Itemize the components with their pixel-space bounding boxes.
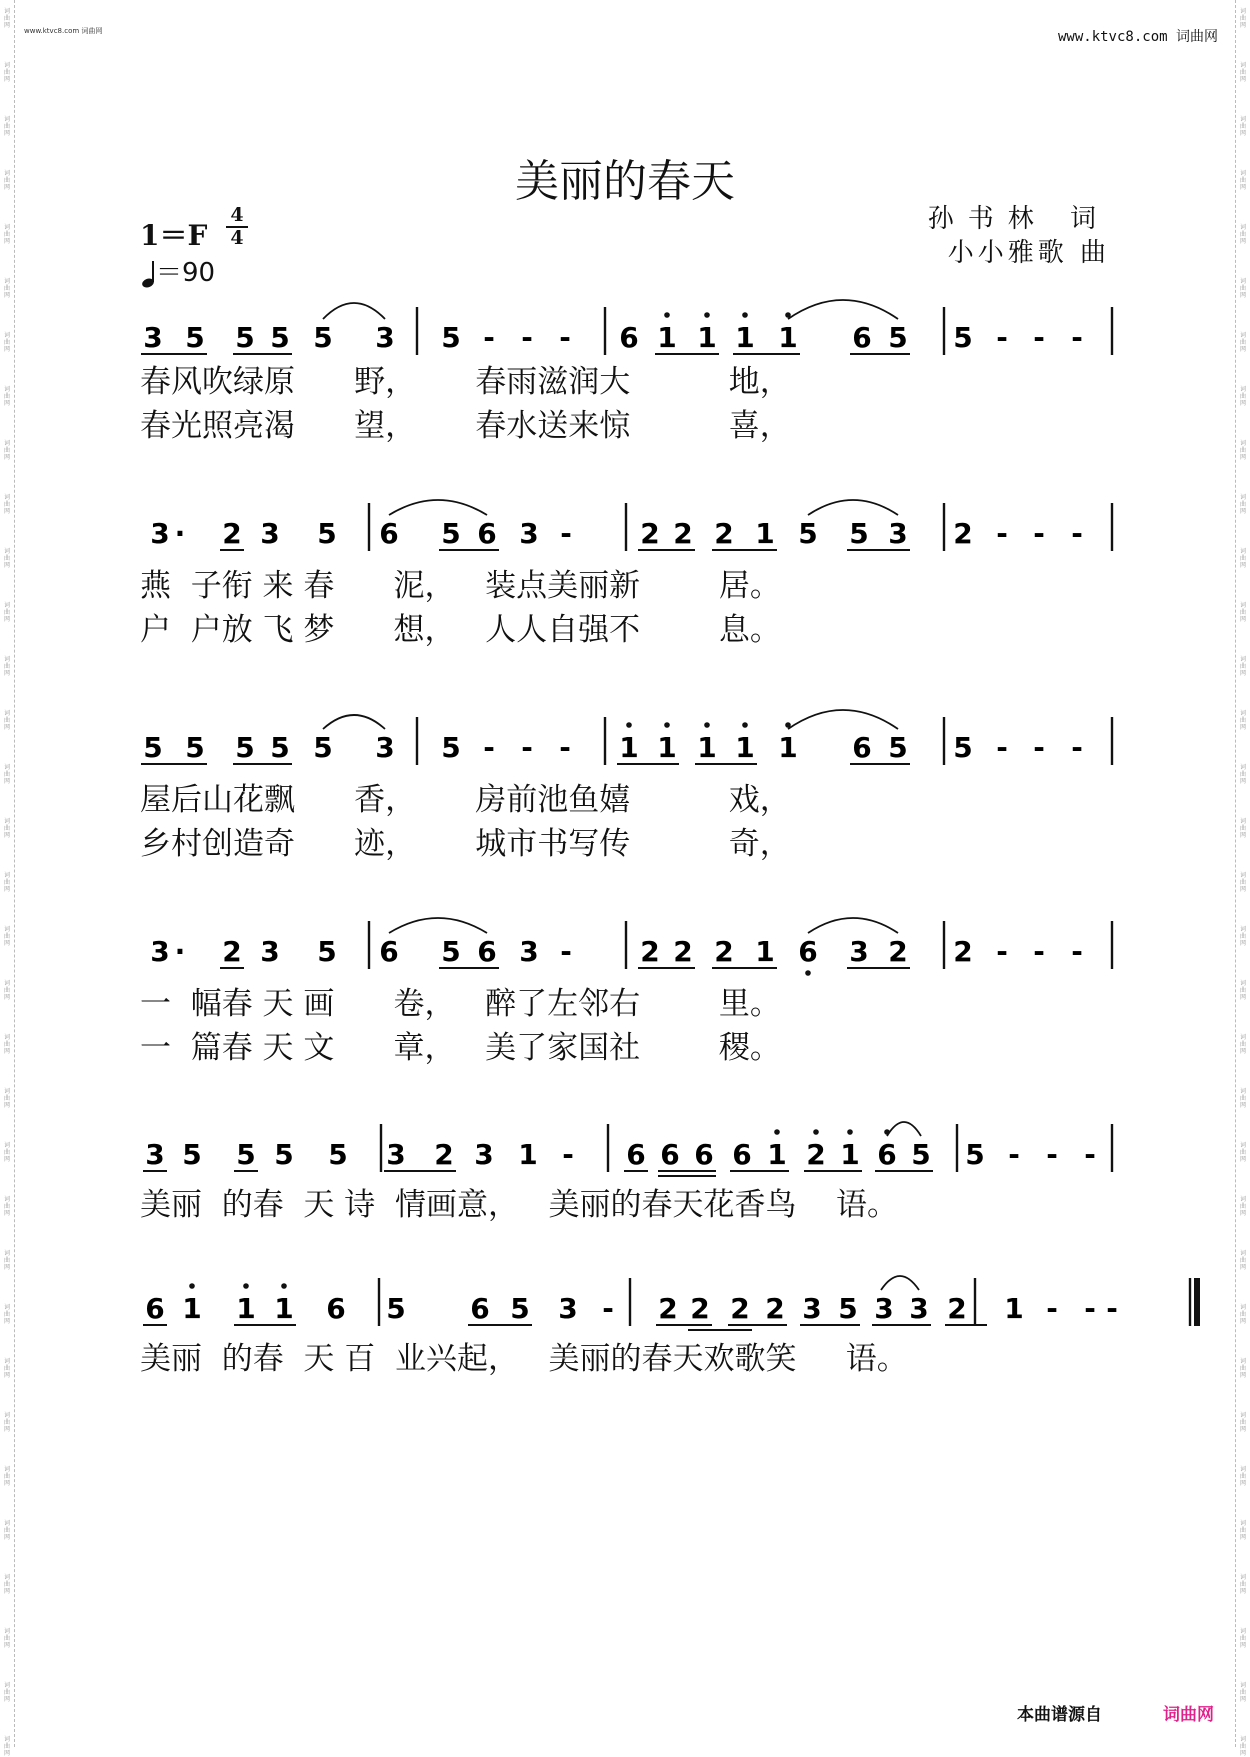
composer-credit: 小小雅歌 曲 (947, 238, 1110, 268)
edge-watermark-text: 词 曲 网 (3, 440, 10, 461)
note-number: 5 (143, 731, 163, 764)
tie-slur (881, 1276, 919, 1290)
note-number: 5 (386, 1292, 406, 1325)
octave-high-dot (847, 1129, 853, 1135)
tie-slur (389, 500, 487, 515)
note-number: 5 (317, 517, 337, 550)
edge-watermark-text: 词 曲 网 (1239, 656, 1246, 677)
tempo-value: ＝90 (156, 258, 216, 288)
note-number: 5 (274, 1138, 294, 1171)
note-number: 5 (236, 1138, 256, 1171)
dash-mark: - (1046, 1138, 1058, 1171)
edge-watermark-text: 词 曲 网 (1239, 1574, 1246, 1595)
edge-watermark-text: 词 曲 网 (3, 710, 10, 731)
octave-high-dot (813, 1129, 819, 1135)
dash-mark: - (1033, 517, 1045, 550)
lyric-line: 美丽 的春 天 诗 情画意， 美丽的春天花香鸟 语。 (140, 1187, 898, 1223)
note-number: 5 (185, 321, 205, 354)
edge-watermark-text: 词 曲 网 (3, 224, 10, 245)
note-number: 1 (778, 731, 798, 764)
dash-mark: - (602, 1292, 614, 1325)
note-number: 3 (874, 1292, 894, 1325)
dash-mark: - (1106, 1292, 1118, 1325)
edge-watermark-text: 词 曲 网 (3, 116, 10, 137)
edge-watermark-text: 词 曲 网 (3, 602, 10, 623)
note-number: 5 (441, 731, 461, 764)
note-number: 3 (519, 517, 539, 550)
note-number: 3 (145, 1138, 165, 1171)
dash-mark: - (562, 1138, 574, 1171)
note-number: 2 (690, 1292, 710, 1325)
tie-slur (887, 1122, 921, 1136)
note-number: 6 (477, 935, 497, 968)
note-number: 3 (386, 1138, 406, 1171)
edge-watermark-text: 词 曲 网 (1239, 1358, 1246, 1379)
note-number: 2 (888, 935, 908, 968)
octave-high-dot (704, 722, 710, 728)
note-number: 1 (619, 731, 639, 764)
dash-mark: - (559, 321, 571, 354)
source-label: 本曲谱源自 (1017, 1705, 1102, 1725)
note-number: 1 (657, 731, 677, 764)
edge-watermark-text: 词 曲 网 (3, 1466, 10, 1487)
edge-watermark-text: 词 曲 网 (1239, 872, 1246, 893)
octave-high-dot (742, 312, 748, 318)
note-number: 5 (441, 935, 461, 968)
note-number: 5 (235, 321, 255, 354)
edge-watermark-text: 词 曲 网 (1239, 1304, 1246, 1325)
note-number: 6 (619, 321, 639, 354)
tie-slur (389, 918, 487, 933)
note-number: 5 (317, 935, 337, 968)
note-number: 5 (182, 1138, 202, 1171)
edge-watermark-text: 词 曲 网 (3, 926, 10, 947)
note-number: 6 (852, 731, 872, 764)
note-number: 1 (735, 321, 755, 354)
note-number: 2 (953, 517, 973, 550)
note-number: 3 (849, 935, 869, 968)
dash-mark: - (1084, 1138, 1096, 1171)
note-number: 1 (755, 517, 775, 550)
dash-mark: - (560, 517, 572, 550)
note-number: 6 (477, 517, 497, 550)
edge-watermark-text: 词 曲 网 (3, 872, 10, 893)
note-number: 5 (270, 731, 290, 764)
octave-high-dot (664, 312, 670, 318)
edge-watermark-text: 词 曲 网 (1239, 224, 1246, 245)
note-number: 3 (474, 1138, 494, 1171)
note-number: 5 (441, 517, 461, 550)
octave-high-dot (664, 722, 670, 728)
octave-high-dot (774, 1129, 780, 1135)
lyric-line: 户 户放 飞 梦 想， 人人自强不 息。 (140, 612, 781, 648)
note-number: 1 (767, 1138, 787, 1171)
note-number: 3 (260, 517, 280, 550)
edge-watermark-text: 词 曲 网 (3, 1142, 10, 1163)
note-number: 5 (798, 517, 818, 550)
note-number: 2 (434, 1138, 454, 1171)
note-number: 2 (806, 1138, 826, 1171)
note-number: 5 (313, 731, 333, 764)
lyric-line: 春光照亮渴 望， 春水送来惊 喜， (140, 408, 791, 444)
note-number: 1 (735, 731, 755, 764)
octave-high-dot (704, 312, 710, 318)
edge-watermark-text: 词 曲 网 (3, 386, 10, 407)
note-number: 2 (640, 935, 660, 968)
edge-watermark-text: 词 曲 网 (3, 1088, 10, 1109)
edge-watermark-text: 词 曲 网 (1239, 1034, 1246, 1055)
note-number: 2 (953, 935, 973, 968)
dash-mark: - (996, 935, 1008, 968)
note-number: 2 (947, 1292, 967, 1325)
note-number: 5 (888, 321, 908, 354)
edge-watermark-text: 词 曲 网 (1239, 1520, 1246, 1541)
lyric-line: 乡村创造奇 迹， 城市书写传 奇， (140, 826, 791, 862)
tie-slur (788, 300, 898, 319)
note-number: 2 (765, 1292, 785, 1325)
dash-mark: - (1071, 517, 1083, 550)
note-number: 3 (519, 935, 539, 968)
key-signature: 1＝F (140, 219, 208, 252)
edge-watermark-text: 词 曲 网 (1239, 1628, 1246, 1649)
note-number: 3 (375, 321, 395, 354)
note-number: 2 (730, 1292, 750, 1325)
note-number: 3 (260, 935, 280, 968)
edge-watermark-text: 词 曲 网 (3, 1034, 10, 1055)
note-number: 5 (965, 1138, 985, 1171)
note-number: 6 (626, 1138, 646, 1171)
note-number: 1 (697, 321, 717, 354)
edge-watermark-text: 词 曲 网 (1239, 1088, 1246, 1109)
edge-watermark-text: 词 曲 网 (1239, 332, 1246, 353)
edge-watermark-text: 词 曲 网 (3, 1250, 10, 1271)
dash-mark: - (996, 517, 1008, 550)
edge-watermark-text: 词 曲 网 (1239, 440, 1246, 461)
note-number: 1 (274, 1292, 294, 1325)
dash-mark: - (1046, 1292, 1058, 1325)
dash-mark: - (1084, 1292, 1096, 1325)
note-number: 3 (143, 321, 163, 354)
edge-watermark-text: 词 曲 网 (3, 332, 10, 353)
note-number: 5 (838, 1292, 858, 1325)
edge-watermark-text: 词 曲 网 (3, 1196, 10, 1217)
tie-slur (788, 710, 898, 729)
tie-slur (808, 500, 898, 515)
note-number: 2 (714, 935, 734, 968)
lyricist-credit: 孙书林 词 (927, 204, 1110, 234)
dash-mark: - (1071, 321, 1083, 354)
note-number: 6 (877, 1138, 897, 1171)
edge-watermark-text: 词 曲 网 (1239, 1412, 1246, 1433)
edge-watermark-text: 词 曲 网 (3, 1574, 10, 1595)
note-number: 6 (732, 1138, 752, 1171)
edge-watermark-text: 词 曲 网 (1239, 8, 1246, 29)
note-number: 6 (326, 1292, 346, 1325)
edge-watermark-text: 词 曲 网 (1239, 278, 1246, 299)
note-number: 5 (888, 731, 908, 764)
note-number: 2 (222, 517, 242, 550)
octave-low-dot (805, 970, 811, 976)
note-number: 1 (778, 321, 798, 354)
note-number: 5 (270, 321, 290, 354)
dash-mark: - (560, 935, 572, 968)
note-number: 6 (852, 321, 872, 354)
augmentation-dot: · (174, 517, 186, 550)
edge-watermark-text: 词 曲 网 (1239, 548, 1246, 569)
note-number: 6 (379, 517, 399, 550)
dash-mark: - (1033, 321, 1045, 354)
octave-high-dot (626, 722, 632, 728)
edge-watermark-text: 词 曲 网 (1239, 1736, 1246, 1757)
note-number: 1 (518, 1138, 538, 1171)
dash-mark: - (1033, 731, 1045, 764)
edge-watermark-text: 词 曲 网 (3, 764, 10, 785)
note-number: 5 (328, 1138, 348, 1171)
lyric-line: 一 幅春 天 画 卷， 醉了左邻右 里。 (140, 986, 781, 1022)
octave-high-dot (243, 1283, 249, 1289)
tie-slur (323, 303, 385, 319)
note-number: 2 (658, 1292, 678, 1325)
edge-watermark-text: 词 曲 网 (1239, 494, 1246, 515)
note-number: 1 (697, 731, 717, 764)
note-number: 2 (714, 517, 734, 550)
edge-watermark-text: 词 曲 网 (3, 980, 10, 1001)
edge-watermark-text: 词 曲 网 (1239, 386, 1246, 407)
note-number: 6 (145, 1292, 165, 1325)
note-number: 1 (182, 1292, 202, 1325)
dash-mark: - (483, 731, 495, 764)
augmentation-dot: · (174, 935, 186, 968)
edge-watermark-text: 词 曲 网 (1239, 1466, 1246, 1487)
dash-mark: - (996, 321, 1008, 354)
note-number: 5 (911, 1138, 931, 1171)
note-number: 3 (150, 517, 170, 550)
note-number: 3 (375, 731, 395, 764)
dash-mark: - (1071, 935, 1083, 968)
dash-mark: - (1071, 731, 1083, 764)
edge-watermark-text: 词 曲 网 (1239, 62, 1246, 83)
edge-watermark-text: 词 曲 网 (3, 8, 10, 29)
dash-mark: - (1008, 1138, 1020, 1171)
note-number: 2 (640, 517, 660, 550)
note-number: 5 (185, 731, 205, 764)
edge-watermark-text: 词 曲 网 (3, 656, 10, 677)
note-number: 5 (235, 731, 255, 764)
dash-mark: - (483, 321, 495, 354)
note-number: 3 (558, 1292, 578, 1325)
octave-high-dot (742, 722, 748, 728)
edge-watermark-text: 词 曲 网 (3, 494, 10, 515)
note-number: 1 (1004, 1292, 1024, 1325)
note-number: 2 (673, 935, 693, 968)
octave-high-dot (189, 1283, 195, 1289)
lyric-line: 春风吹绿原 野， 春雨滋润大 地， (140, 364, 791, 400)
note-number: 2 (222, 935, 242, 968)
edge-watermark-text: 词 曲 网 (3, 1736, 10, 1757)
edge-watermark-text: 词 曲 网 (1239, 818, 1246, 839)
note-number: 5 (953, 731, 973, 764)
edge-watermark-text: 词 曲 网 (3, 278, 10, 299)
edge-watermark-text: 词 曲 网 (3, 1628, 10, 1649)
lyric-line: 一 篇春 天 文 章， 美了家国社 稷。 (140, 1030, 781, 1066)
note-number: 3 (802, 1292, 822, 1325)
edge-watermark-text: 词 曲 网 (1239, 1142, 1246, 1163)
edge-watermark-text: 词 曲 网 (3, 1358, 10, 1379)
edge-watermark-text: 词 曲 网 (1239, 764, 1246, 785)
edge-watermark-text: 词 曲 网 (3, 1520, 10, 1541)
note-number: 5 (953, 321, 973, 354)
edge-watermark-text: 词 曲 网 (1239, 116, 1246, 137)
tie-slur (808, 918, 898, 933)
note-number: 5 (441, 321, 461, 354)
dash-mark: - (521, 321, 533, 354)
note-number: 1 (755, 935, 775, 968)
top-left-site-url: www.ktvc8.com 词曲网 (24, 27, 103, 35)
edge-watermark-text: 词 曲 网 (3, 1304, 10, 1325)
note-number: 3 (150, 935, 170, 968)
dash-mark: - (559, 731, 571, 764)
note-number: 1 (657, 321, 677, 354)
octave-high-dot (281, 1283, 287, 1289)
dash-mark: - (1033, 935, 1045, 968)
edge-watermark-text: 词 曲 网 (1239, 710, 1246, 731)
lyric-line: 美丽 的春 天 百 业兴起， 美丽的春天欢歌笑 语。 (140, 1341, 908, 1377)
top-right-site-url: www.ktvc8.com 词曲网 (1057, 29, 1218, 45)
note-number: 2 (673, 517, 693, 550)
note-number: 1 (236, 1292, 256, 1325)
note-number: 5 (849, 517, 869, 550)
edge-watermark-text: 词 曲 网 (1239, 1250, 1246, 1271)
dash-mark: - (996, 731, 1008, 764)
note-number: 3 (888, 517, 908, 550)
edge-watermark-text: 词 曲 网 (3, 818, 10, 839)
edge-watermark-text: 词 曲 网 (3, 170, 10, 191)
edge-watermark-text: 词 曲 网 (1239, 170, 1246, 191)
lyric-line: 屋后山花飘 香， 房前池鱼嬉 戏， (140, 782, 791, 818)
note-number: 1 (840, 1138, 860, 1171)
note-number: 6 (379, 935, 399, 968)
note-number: 6 (798, 935, 818, 968)
edge-watermark-text: 词 曲 网 (1239, 602, 1246, 623)
note-number: 5 (510, 1292, 530, 1325)
lyric-line: 燕 子衔 来 春 泥， 装点美丽新 居。 (140, 568, 781, 604)
dash-mark: - (521, 731, 533, 764)
note-number: 5 (313, 321, 333, 354)
note-number: 3 (909, 1292, 929, 1325)
edge-watermark-text: 词 曲 网 (3, 548, 10, 569)
time-signature-top: 4 (230, 204, 244, 226)
edge-watermark-text: 词 曲 网 (1239, 1196, 1246, 1217)
edge-watermark-text: 词 曲 网 (1239, 980, 1246, 1001)
edge-watermark-text: 词 曲 网 (3, 1412, 10, 1433)
edge-watermark-text: 词 曲 网 (1239, 926, 1246, 947)
time-signature-bottom: 4 (230, 227, 244, 249)
note-number: 6 (660, 1138, 680, 1171)
tie-slur (323, 715, 385, 729)
note-number: 6 (694, 1138, 714, 1171)
source-site-name: 词曲网 (1163, 1705, 1214, 1725)
edge-watermark-text: 词 曲 网 (3, 62, 10, 83)
edge-watermark-text: 词 曲 网 (1239, 1682, 1246, 1703)
edge-watermark-text: 词 曲 网 (3, 1682, 10, 1703)
note-number: 6 (470, 1292, 490, 1325)
song-title: 美丽的春天 (515, 156, 735, 207)
